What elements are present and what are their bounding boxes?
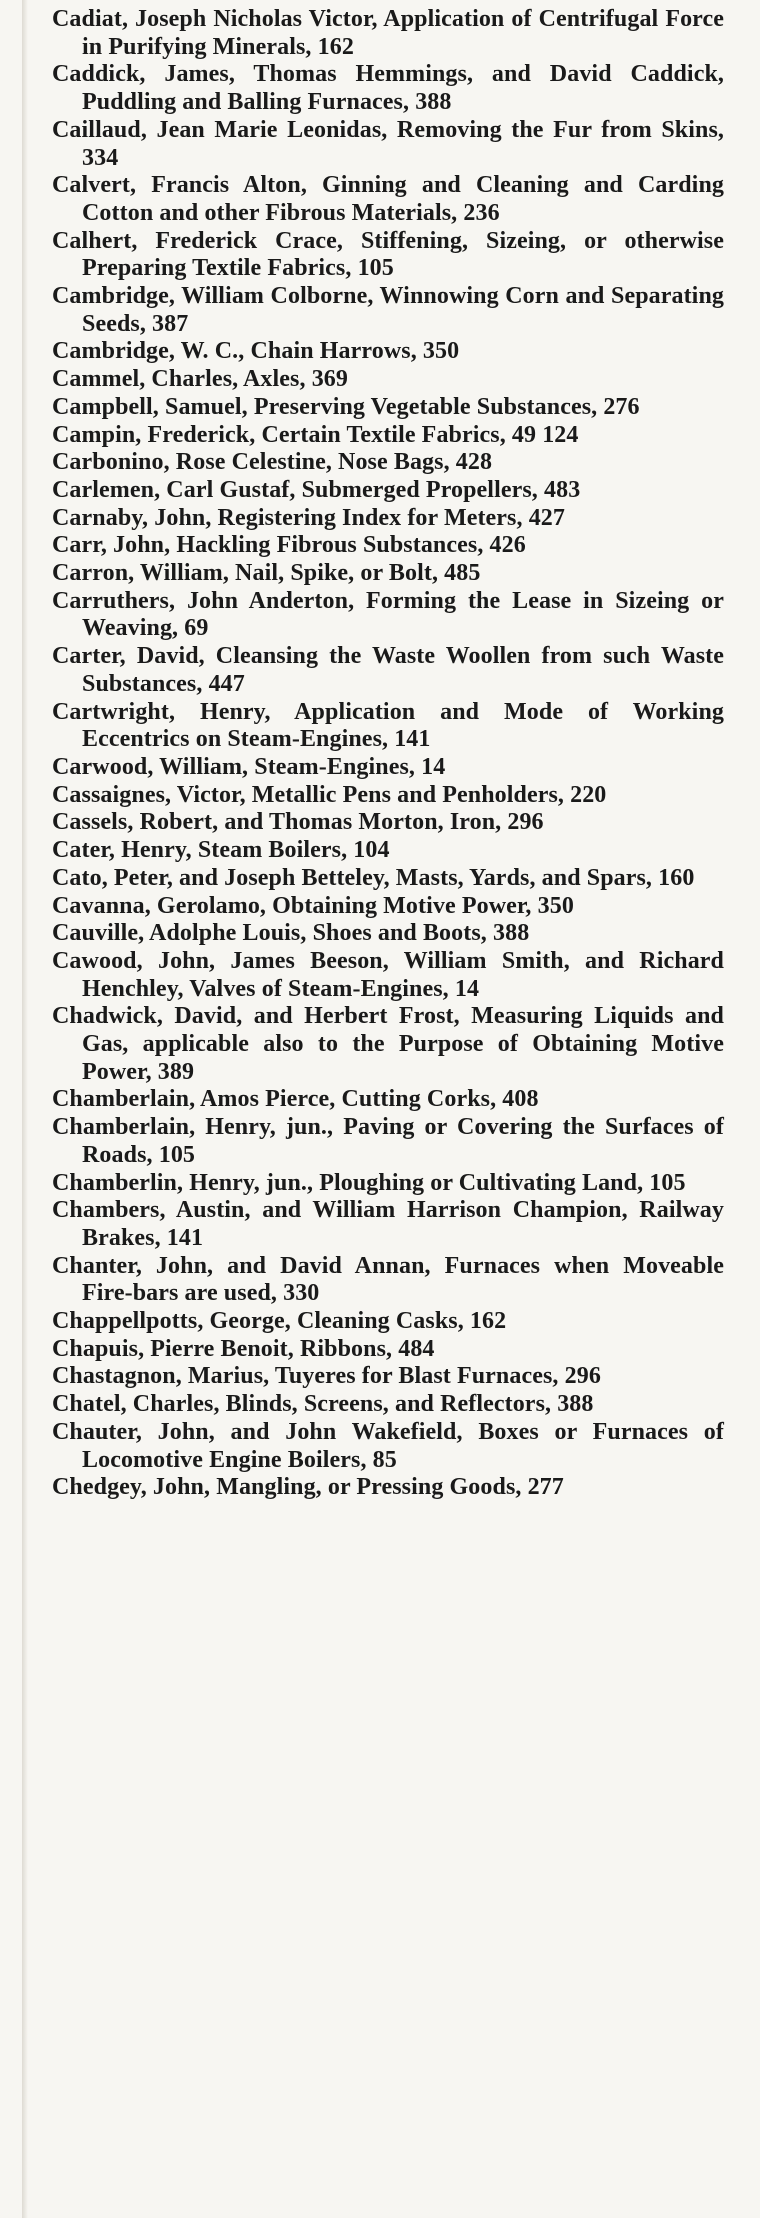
index-entry: Campin, Frederick, Certain Textile Fabrics, 49 124: [52, 421, 579, 448]
index-entry: Caillaud, Jean Marie Leonidas, Removing the Fur from Skins, 334: [52, 116, 724, 171]
index-list: [52, 6, 724, 1502]
index-entry: Carruthers, John Anderton, Forming the Lease in Sizeing or Weaving, 69: [52, 587, 724, 642]
index-entry: Campbell, Samuel, Preserving Vegetable Substances, 276: [52, 393, 640, 420]
index-entry: Cavanna, Gerolamo, Obtaining Motive Power, 350: [52, 892, 574, 919]
index-entry: Cato, Peter, and Joseph Betteley, Masts, Yards, and Spars, 160: [52, 864, 695, 891]
index-entry: Chanter, John, and David Annan, Furnaces when Moveable Fire-bars are used, 330: [52, 1252, 724, 1307]
index-entry: Chamberlain, Amos Pierce, Cutting Corks, 408: [52, 1086, 539, 1113]
index-entry: Chamberlain, Henry, jun., Paving or Covering the Surfaces of Roads, 105: [52, 1114, 724, 1168]
index-entry: Chatel, Charles, Blinds, Screens, and Reflectors, 388: [52, 1391, 594, 1418]
index-entry: Calhert, Frederick Crace, Stiffening, Sizeing, or otherwise Preparing Textile Fabrics, 105: [52, 227, 724, 282]
index-entry: Cassaignes, Victor, Metallic Pens and Penholders, 220: [52, 781, 607, 808]
index-entry: Caddick, James, Thomas Hemmings, and David Caddick, Puddling and Balling Furnaces, 388: [52, 61, 724, 116]
index-entry: Cammel, Charles, Axles, 369: [52, 366, 348, 393]
index-entry: Cassels, Robert, and Thomas Morton, Iron, 296: [52, 809, 544, 836]
index-entry: Carbonino, Rose Celestine, Nose Bags, 428: [52, 449, 493, 476]
index-entry: Chapuis, Pierre Benoit, Ribbons, 484: [52, 1335, 435, 1362]
index-entry: Carlemen, Carl Gustaf, Submerged Propellers, 483: [52, 476, 581, 503]
index-entry: Chadwick, David, and Herbert Frost, Measuring Liquids and Gas, applicable also to the Purpose of Obtaining Motive Power, 389: [52, 1003, 724, 1085]
index-entry: Carr, John, Hackling Fibrous Substances, 426: [52, 532, 526, 559]
index-entry: Chauter, John, and John Wakefield, Boxes or Furnaces of Locomotive Engine Boilers, 85: [52, 1418, 724, 1473]
index-entry: Carwood, William, Steam-Engines, 14: [52, 753, 446, 780]
index-entry: Cawood, John, James Beeson, William Smith, and Richard Henchley, Valves of Steam-Engines, 14: [52, 947, 724, 1002]
index-entry: Cambridge, William Colborne, Winnowing Corn and Separating Seeds, 387: [52, 283, 724, 337]
index-entry: Chamberlin, Henry, jun., Ploughing or Cultivating Land, 105: [52, 1169, 686, 1196]
index-entry: Carter, David, Cleansing the Waste Woollen from such Waste Substances, 447: [52, 643, 724, 697]
index-entry: Cater, Henry, Steam Boilers, 104: [52, 837, 390, 864]
index-entry: Chappellpotts, George, Cleaning Casks, 162: [52, 1308, 507, 1335]
index-entry: Chedgey, John, Mangling, or Pressing Goods, 277: [52, 1474, 564, 1501]
index-entry: Calvert, Francis Alton, Ginning and Cleaning and Carding Cotton and other Fibrous Materials, 236: [52, 172, 724, 226]
index-entry: Cauville, Adolphe Louis, Shoes and Boots, 388: [52, 920, 530, 947]
index-entry: Carron, William, Nail, Spike, or Bolt, 485: [52, 560, 481, 587]
index-entry: Cadiat, Joseph Nicholas Victor, Application of Centrifugal Force in Purifying Minerals, 162: [52, 6, 724, 60]
index-entry: Chambers, Austin, and William Harrison Champion, Railway Brakes, 141: [52, 1197, 724, 1251]
index-entry: Carnaby, John, Registering Index for Meters, 427: [52, 504, 565, 531]
index-entry: Cartwright, Henry, Application and Mode of Working Eccentrics on Steam-Engines, 141: [52, 698, 724, 753]
index-entry: Cambridge, W. C., Chain Harrows, 350: [52, 338, 460, 365]
index-entry: Chastagnon, Marius, Tuyeres for Blast Furnaces, 296: [52, 1363, 601, 1390]
